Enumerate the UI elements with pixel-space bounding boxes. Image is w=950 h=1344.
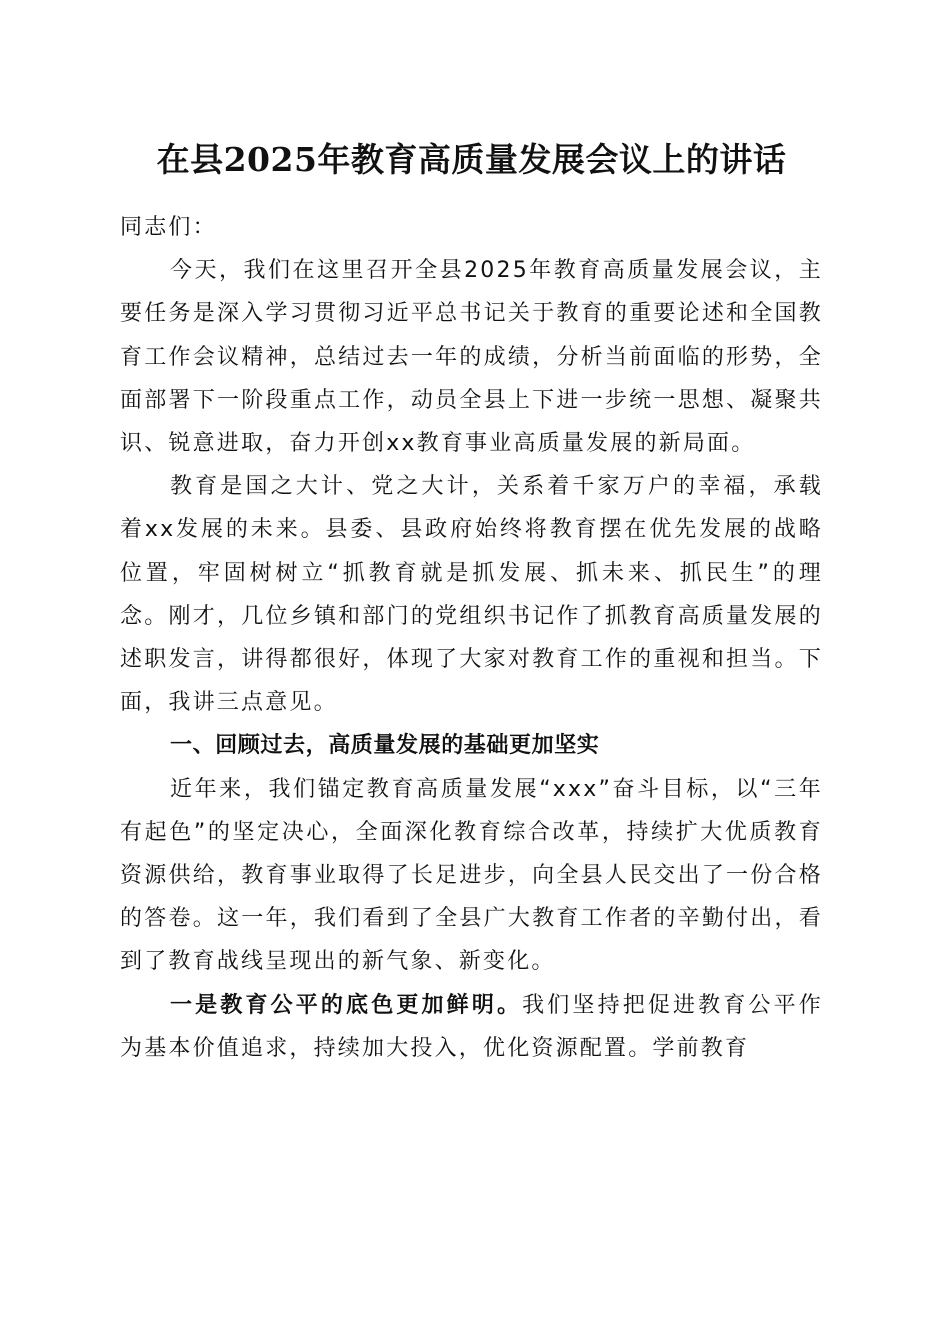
document-title: 在县2025年教育高质量发展会议上的讲话 — [156, 140, 787, 179]
paragraph-equity-text: 我们坚持把促进教育公平作为基本价值追求，持续加大投入，优化资源配置。学前教育 — [120, 992, 823, 1061]
paragraph-context: 教育是国之大计、党之大计，关系着千家万户的幸福，承载着xx发展的未来。县委、县政府始终将教育摆在优先发展的战略位置，牢固树树立“抓教育就是抓发展、抓未来、抓民生”的理念。刚才，几位乡镇和部门的党组织书记作了抓教育高质量发展的述职发言，讲得都很好，体现了大家对教育工作的重视和担当。下面，我讲三点意见。 — [120, 474, 823, 716]
paragraph-intro: 今天，我们在这里召开全县2025年教育高质量发展会议，主要任务是深入学习贯彻习近平总书记关于教育的重要论述和全国教育工作会议精神，总结过去一年的成绩，分析当前面临的形势，全面部署下一阶段重点工作，动员全县上下进一步统一思想、凝聚共识、锐意进取，奋力开创xx教育事业高质量发展的新局面。 — [120, 258, 823, 457]
paragraph-lead-text: 一是教育公平的底色更加鲜明。 — [170, 992, 523, 1018]
section-heading-1: 一、回顾过去，高质量发展的基础更加坚实 — [170, 733, 600, 759]
salutation: 同志们： — [120, 215, 217, 240]
paragraph-equity — [120, 984, 823, 1070]
document-body — [120, 206, 823, 1070]
paragraph-review: 近年来，我们锚定教育高质量发展“xxx”奋斗目标，以“三年有起色”的坚定决心，全面深化教育综合改革，持续扩大优质教育资源供给，教育事业取得了长足进步，向全县人民交出了一份合格的答卷。这一年，我们看到了全县广大教育工作者的辛勤付出，看到了教育战线呈现出的新气象、新变化。 — [120, 776, 823, 975]
